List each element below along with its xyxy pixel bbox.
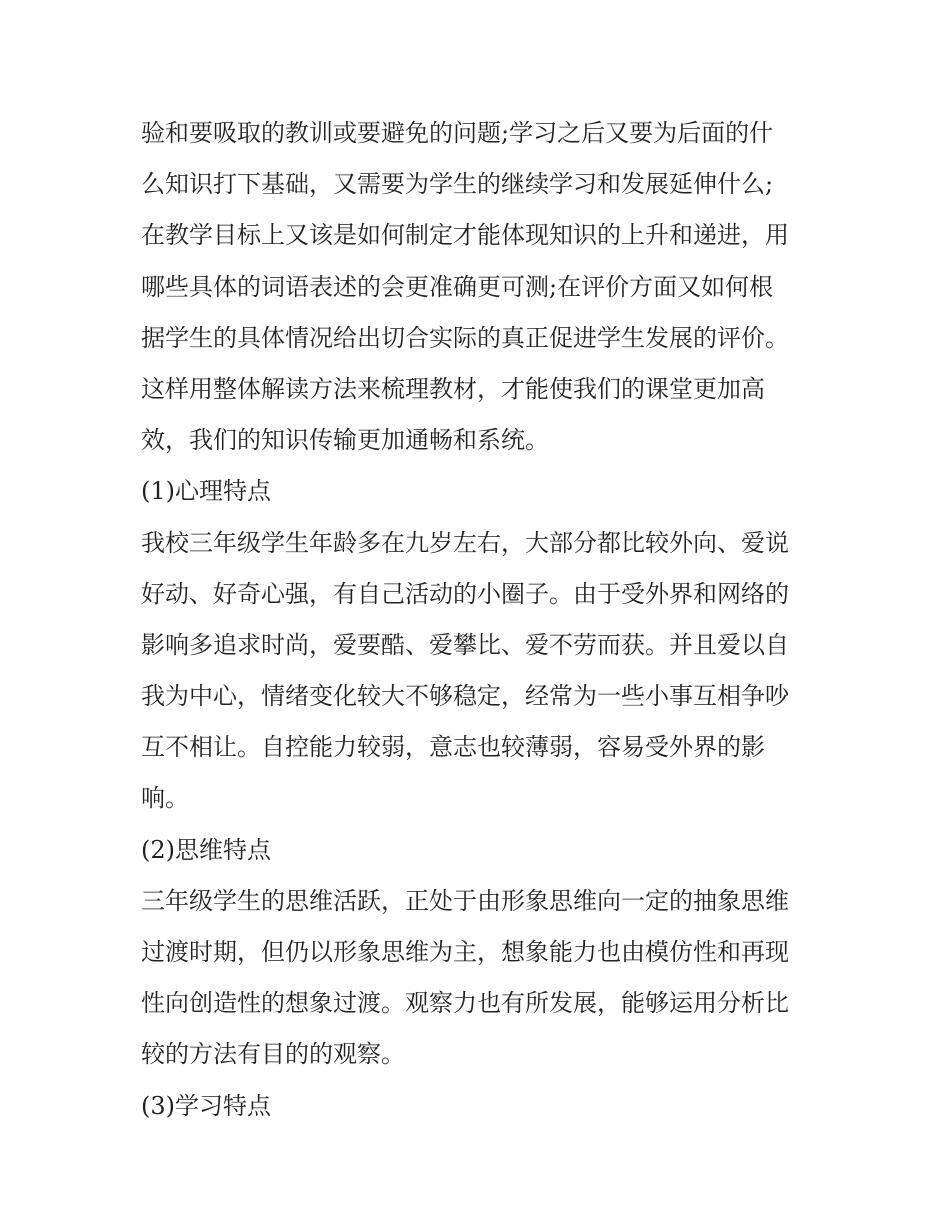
text-line: 互不相让。自控能力较弱，意志也较薄弱，容易受外界的影 bbox=[141, 733, 765, 762]
text-line: 性向创造性的想象过渡。观察力也有所发展，能够运用分析比 bbox=[141, 989, 789, 1018]
text-line: 效，我们的知识传输更加通畅和系统。 bbox=[141, 426, 549, 455]
text-line: 在教学目标上又该是如何制定才能体现知识的上升和递进，用 bbox=[141, 221, 789, 250]
section-heading-thinking: (2)思维特点 bbox=[141, 835, 271, 864]
text-line: 好动、好奇心强，有自己活动的小圈子。由于受外界和网络的 bbox=[141, 579, 789, 608]
text-line: 验和要吸取的教训或要避免的问题;学习之后又要为后面的什 bbox=[141, 119, 774, 147]
text-line: 较的方法有目的的观察。 bbox=[141, 1040, 405, 1069]
text-line: 三年级学生的思维活跃，正处于由形象思维向一定的抽象思维 bbox=[141, 886, 789, 915]
document-body bbox=[141, 108, 813, 1132]
text-line: 我校三年级学生年龄多在九岁左右，大部分都比较外向、爱说 bbox=[141, 528, 789, 557]
text-line: 影响多追求时尚，爱要酷、爱攀比、爱不劳而获。并且爱以自 bbox=[141, 630, 789, 659]
text-line: 这样用整体解读方法来梳理教材，才能使我们的课堂更加高 bbox=[141, 374, 765, 403]
text-line: 我为中心，情绪变化较大不够稳定，经常为一些小事互相争吵 bbox=[141, 682, 789, 711]
text-line: 过渡时期，但仍以形象思维为主，想象能力也由模仿性和再现 bbox=[141, 938, 789, 966]
text-line: 响。 bbox=[141, 784, 189, 813]
text-line: 么知识打下基础，又需要为学生的继续学习和发展延伸什么; bbox=[141, 170, 774, 199]
text-line: 哪些具体的词语表述的会更准确更可测;在评价方面又如何根 bbox=[141, 272, 774, 301]
section-heading-learning: (3)学习特点 bbox=[141, 1091, 271, 1120]
section-heading-psychology: (1)心理特点 bbox=[141, 477, 271, 506]
text-line: 据学生的具体情况给出切合实际的真正促进学生发展的评价。 bbox=[141, 323, 789, 352]
